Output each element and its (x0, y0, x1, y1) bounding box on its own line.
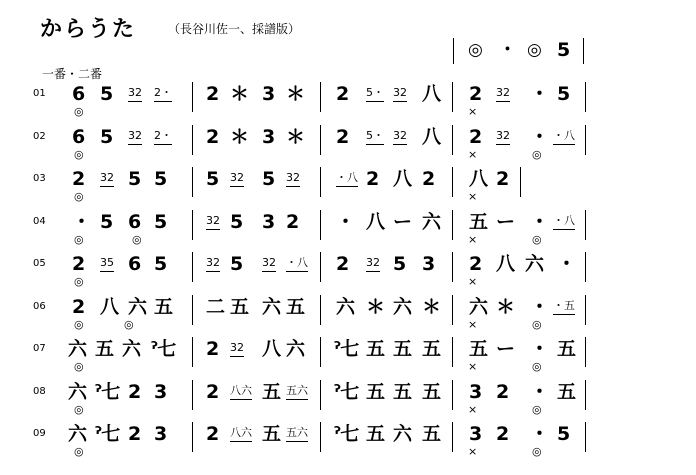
note: ＊ (286, 83, 306, 105)
note: 五 (469, 210, 489, 233)
note: 5 (557, 423, 571, 445)
bar-line (192, 337, 193, 367)
strike-mark: ◎ (74, 105, 84, 118)
note: 五 (557, 338, 577, 360)
note: 六 (122, 338, 142, 360)
note: 5 (128, 168, 142, 190)
note: ・ (336, 210, 356, 233)
note: 2 (336, 125, 350, 148)
strike-mark: ◎ (74, 317, 84, 331)
note: ・ (530, 210, 550, 233)
note: 五 (366, 423, 386, 445)
note: 五 (422, 380, 442, 403)
note: ＊ (422, 295, 442, 318)
bar-line (452, 167, 453, 197)
note: ・ (530, 380, 550, 403)
note: 2 (72, 253, 86, 275)
strike-mark: × (468, 317, 478, 331)
score-row (0, 380, 696, 420)
strike-mark: × (468, 190, 478, 203)
score-row (0, 295, 696, 335)
note: 2 (336, 253, 350, 275)
bar-line (585, 422, 586, 452)
bar-line (585, 82, 586, 112)
note: 32 (206, 254, 220, 272)
bar-line (585, 210, 586, 240)
note: 五 (393, 338, 413, 360)
strike-mark: ◎ (532, 402, 542, 416)
row-number: 04 (33, 215, 46, 227)
score-row (0, 82, 696, 122)
strike-mark: ◎ (132, 232, 142, 246)
intro-note: 5 (557, 39, 571, 61)
score-title: からうた (40, 17, 137, 42)
note: ＊ (286, 125, 306, 148)
note: 五 (366, 380, 386, 403)
note: 3 (262, 210, 276, 233)
note: 八六 (230, 424, 252, 442)
bar-line (320, 380, 321, 410)
note: 五 (393, 380, 413, 403)
note: 3 (154, 423, 168, 445)
intro-note: ◎ (468, 40, 483, 60)
note: 八六 (230, 382, 252, 400)
note: 6 (128, 210, 142, 233)
note: 32 (128, 127, 142, 145)
note: ＊ (496, 295, 516, 318)
note: 5・ (366, 127, 384, 145)
strike-mark: ◎ (532, 147, 542, 161)
note: ˀ七 (334, 380, 360, 403)
note: 五 (286, 295, 306, 318)
score-subtitle: （長谷川佐一、採譜版） (168, 22, 301, 36)
intro-note: ◎ (527, 40, 542, 60)
note: 八 (496, 253, 516, 275)
note: ・ (530, 83, 550, 105)
note: 2 (469, 125, 483, 148)
note: 五 (469, 338, 489, 360)
note: 八 (422, 83, 442, 105)
score-row (0, 337, 696, 377)
note: 2・ (154, 84, 172, 102)
intro-note: ・ (499, 40, 516, 60)
bar-line (320, 422, 321, 452)
note: 2 (72, 168, 86, 190)
note: 2 (469, 83, 483, 105)
bar-line (192, 422, 193, 452)
note: ・八 (553, 127, 575, 145)
note: 3 (262, 125, 276, 148)
strike-mark: ◎ (74, 147, 84, 161)
strike-mark: ◎ (74, 275, 84, 288)
note: ˀ七 (151, 338, 177, 360)
note: 2 (206, 83, 220, 105)
note: 六 (422, 210, 442, 233)
strike-mark: ◎ (532, 317, 542, 331)
note: 5 (154, 253, 168, 275)
bar-line (452, 422, 453, 452)
note: 2 (128, 380, 142, 403)
bar-line (192, 125, 193, 155)
note: 2 (336, 83, 350, 105)
score-row (0, 125, 696, 165)
note: 六 (336, 295, 356, 318)
note: 六 (68, 423, 88, 445)
note: 五 (154, 295, 174, 318)
bar-line (320, 125, 321, 155)
note: 2 (128, 423, 142, 445)
note: 6 (128, 253, 142, 275)
note: ＊ (230, 125, 250, 148)
note: 32 (100, 169, 114, 187)
note: 2 (496, 168, 510, 190)
bar-line (585, 380, 586, 410)
row-number: 03 (33, 173, 46, 184)
row-number: 06 (33, 300, 46, 312)
note: 五 (262, 423, 282, 445)
note: 六 (68, 338, 88, 360)
note: 32 (496, 127, 510, 145)
note: ・八 (286, 254, 308, 272)
note: 3 (262, 83, 276, 105)
note: 八 (393, 168, 413, 190)
note: 六 (393, 423, 413, 445)
strike-mark: × (468, 147, 478, 161)
note: 六 (262, 295, 282, 318)
strike-mark: ◎ (74, 232, 84, 246)
note: 32 (230, 169, 244, 187)
note: 32 (286, 169, 300, 187)
note: 五 (366, 338, 386, 360)
note: 32 (366, 254, 380, 272)
strike-mark: × (468, 275, 478, 288)
bar-line (585, 125, 586, 155)
note: ˀ七 (334, 338, 360, 360)
score-row (0, 422, 696, 462)
note: ・ (530, 125, 550, 148)
bar-line (520, 167, 521, 197)
bar-line (585, 295, 586, 325)
note: ・五 (553, 297, 575, 315)
strike-mark: × (468, 232, 478, 246)
bar-line (320, 295, 321, 325)
note: 五 (230, 295, 250, 318)
note: ー (496, 210, 516, 233)
note: 5 (393, 253, 407, 275)
note: 32 (128, 84, 142, 102)
note: ー (393, 210, 413, 233)
bar-line (320, 210, 321, 240)
note: 二 (206, 295, 226, 318)
note: 六 (68, 380, 88, 403)
note: 五 (422, 423, 442, 445)
bar-line (452, 295, 453, 325)
note: 5 (100, 83, 114, 105)
bar-line (192, 210, 193, 240)
note: 2 (206, 338, 220, 360)
note: 2・ (154, 127, 172, 145)
note: ー (496, 338, 516, 360)
note: ・ (530, 423, 550, 445)
note: 32 (262, 254, 276, 272)
bar-line (452, 82, 453, 112)
note: 八 (262, 338, 282, 360)
note: 2 (206, 423, 220, 445)
note: 六 (393, 295, 413, 318)
note: 2 (366, 168, 380, 190)
note: 32 (206, 212, 220, 230)
bar-line (585, 252, 586, 282)
bar-line (320, 82, 321, 112)
row-number: 01 (33, 88, 46, 99)
note: ˀ七 (95, 380, 121, 403)
note: 五 (262, 380, 282, 403)
strike-mark: ◎ (532, 360, 542, 373)
bar-line (192, 252, 193, 282)
score-row (0, 210, 696, 250)
strike-mark: ◎ (124, 317, 134, 331)
note: ・ (530, 338, 550, 360)
bar-line (192, 167, 193, 197)
note: 五六 (286, 382, 308, 400)
strike-mark: ◎ (74, 445, 84, 458)
bar-line (320, 252, 321, 282)
note: 5 (230, 253, 244, 275)
note: 2 (469, 253, 483, 275)
note: 5・ (366, 84, 384, 102)
note: 2 (286, 210, 300, 233)
note: 5 (557, 83, 571, 105)
note: 2 (496, 380, 510, 403)
strike-mark: × (468, 402, 478, 416)
note: ˀ七 (334, 423, 360, 445)
strike-mark: ◎ (74, 360, 84, 373)
strike-mark: × (468, 360, 478, 373)
note: 32 (393, 127, 407, 145)
bar-line (452, 252, 453, 282)
note: 六 (128, 295, 148, 318)
note: 5 (206, 168, 220, 190)
bar-line (320, 167, 321, 197)
note: 五 (557, 380, 577, 403)
bar-line (192, 380, 193, 410)
bar-line (452, 380, 453, 410)
note: 5 (100, 210, 114, 233)
note: 八 (100, 295, 120, 318)
row-number: 02 (33, 130, 46, 142)
note: 2 (72, 295, 86, 318)
strike-mark: ◎ (74, 190, 84, 203)
strike-mark: ◎ (532, 445, 542, 458)
note: 32 (393, 84, 407, 102)
intro-measure (453, 38, 588, 66)
note: 32 (496, 84, 510, 102)
score-row (0, 167, 696, 207)
note: 3 (154, 380, 168, 403)
note: 5 (100, 125, 114, 148)
bar-line (452, 125, 453, 155)
note: 八 (366, 210, 386, 233)
bar-line (452, 337, 453, 367)
note: 3 (469, 380, 483, 403)
note: 八 (422, 125, 442, 148)
note: 2 (422, 168, 436, 190)
note: 五 (422, 338, 442, 360)
note: 5 (230, 210, 244, 233)
note: 六 (525, 253, 545, 275)
strike-mark: × (468, 105, 478, 118)
note: 八 (469, 168, 489, 190)
note: 6 (72, 83, 86, 105)
note: ＊ (366, 295, 386, 318)
note: 2 (496, 423, 510, 445)
verse-label: 一番・二番 (42, 67, 103, 81)
note: 6 (72, 125, 86, 148)
note: ＊ (230, 83, 250, 105)
bar-line (320, 337, 321, 367)
note: 35 (100, 254, 114, 272)
note: ・ (72, 210, 92, 233)
note: ・ (530, 295, 550, 318)
note: 5 (262, 168, 276, 190)
strike-mark: ◎ (74, 402, 84, 416)
bar-line (192, 82, 193, 112)
row-number: 09 (33, 428, 46, 439)
row-number: 07 (33, 343, 46, 354)
note: 5 (154, 168, 168, 190)
note: 32 (230, 339, 244, 357)
note: ・ (557, 253, 577, 275)
note: 六 (286, 338, 306, 360)
row-number: 05 (33, 258, 46, 269)
note: 2 (206, 125, 220, 148)
note: 3 (422, 253, 436, 275)
strike-mark: × (468, 445, 478, 458)
note: 五六 (286, 424, 308, 442)
note: 5 (154, 210, 168, 233)
note: 五 (95, 338, 115, 360)
row-number: 08 (33, 385, 46, 397)
note: ・八 (336, 169, 358, 187)
note: ・八 (553, 212, 575, 230)
note: 3 (469, 423, 483, 445)
strike-mark: ◎ (532, 232, 542, 246)
bar-line (192, 295, 193, 325)
note: ˀ七 (95, 423, 121, 445)
note: 2 (206, 380, 220, 403)
note: 六 (469, 295, 489, 318)
bar-line (452, 210, 453, 240)
bar-line (585, 337, 586, 367)
score-row (0, 252, 696, 292)
